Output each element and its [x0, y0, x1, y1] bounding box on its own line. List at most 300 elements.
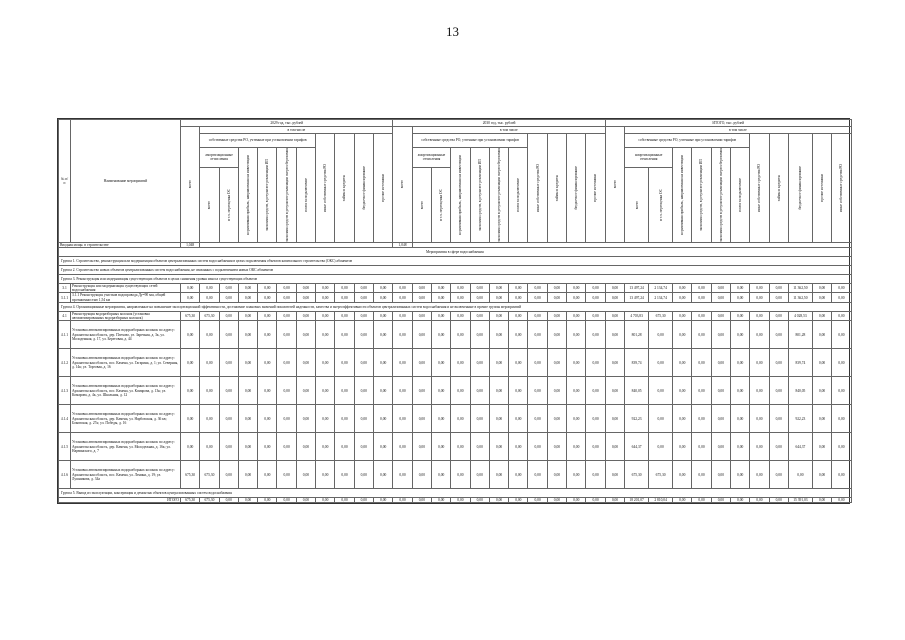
value-cell: 0,00: [296, 433, 315, 461]
value-cell: 0,00: [750, 377, 769, 405]
value-cell: 0,00: [219, 377, 238, 405]
value-cell: 0,00: [373, 349, 392, 377]
value-cell: 0,00: [649, 349, 673, 377]
value-cell: 0,00: [277, 293, 296, 302]
value-cell: 0,00: [832, 284, 851, 293]
value-cell: 922,23: [625, 405, 649, 433]
value-cell: 0,00: [219, 461, 238, 489]
header-amort-total-text: всего: [207, 200, 212, 209]
value-cell: 0,00: [181, 349, 200, 377]
total-value: 0,00: [509, 498, 528, 503]
value-cell: 0,00: [711, 349, 730, 377]
value-cell: 0,00: [832, 311, 851, 320]
value-cell: 0,00: [832, 461, 851, 489]
header-own-source: [711, 148, 730, 243]
header-amort-revaluation-text: в т.ч. переоценка ОС: [658, 188, 663, 221]
value-cell: 0,00: [296, 377, 315, 405]
header-source: [812, 134, 831, 243]
value-cell: 0,00: [769, 321, 788, 349]
total-row: [59, 498, 852, 503]
value-cell: 0,00: [711, 433, 730, 461]
value-cell: 0,00: [238, 405, 257, 433]
value-cell: 0,00: [692, 311, 711, 320]
value-cell: 0,00: [451, 377, 470, 405]
value-cell: 0,00: [586, 377, 605, 405]
header-own-funds: собственные средства РО, учтенные при установлении тарифов: [625, 134, 750, 148]
total-value: 0,00: [586, 498, 605, 503]
value-cell: 0,00: [451, 405, 470, 433]
value-cell: 0,00: [316, 405, 335, 433]
value-cell: 0,00: [258, 284, 277, 293]
group-4: [59, 302, 852, 311]
value-cell: 0,00: [711, 293, 730, 302]
header-source: [567, 134, 586, 243]
value-cell: 0,00: [649, 377, 673, 405]
value-cell: 0,00: [731, 433, 750, 461]
value-cell: 0,00: [605, 433, 624, 461]
value-cell: 0,00: [373, 311, 392, 320]
value-cell: 0,00: [750, 461, 769, 489]
value-cell: 0,00: [832, 293, 851, 302]
header-amort-revaluation-text: в т.ч. переоценка ОС: [439, 188, 444, 221]
value-cell: 0,00: [296, 349, 315, 377]
total-value: 0,00: [470, 498, 489, 503]
header-period: 2029 год, тыс. рублей: [181, 120, 393, 127]
total-value: 675,30: [181, 498, 200, 503]
value-cell: 0,00: [489, 349, 508, 377]
value-cell: 0,00: [181, 377, 200, 405]
header-num: № п/п: [59, 120, 71, 243]
total-label: ИТОГО: [59, 498, 181, 503]
value-cell: 675,30: [181, 311, 200, 320]
value-cell: 0,00: [605, 349, 624, 377]
row-4-1-4: [59, 405, 852, 433]
header-own-source-text: экономия средств, в результате реализации ИП: [265, 158, 270, 231]
value-cell: 0,00: [451, 284, 470, 293]
total-value: 0,00: [750, 498, 769, 503]
value-cell: 0,00: [812, 311, 831, 320]
header-own-source: [470, 148, 489, 243]
value-cell: 0,00: [354, 461, 373, 489]
value-cell: 0,00: [412, 433, 431, 461]
row-4-1-2-name: Установка автоматизированных водоразборных колонок по адресу: Архангельская область, пос. Камена, ул. Гагарина, д. 1; ул. Северная, д. 14к; ул. Торговая, д. 16: [71, 349, 181, 377]
value-cell: 0,00: [412, 321, 431, 349]
value-cell: 0,00: [373, 293, 392, 302]
value-cell: 0,00: [335, 349, 354, 377]
value-cell: 0,00: [412, 311, 431, 320]
header-source-text: иные собственные средства РО: [323, 163, 328, 212]
value-cell: 0,00: [509, 321, 528, 349]
value-cell: 0,00: [451, 321, 470, 349]
header-amort-revaluation: [649, 167, 673, 242]
row-4-1-3: [59, 377, 852, 405]
total-value: 0,00: [412, 498, 431, 503]
header-total-text: всего: [612, 180, 617, 189]
total-value: 0,00: [832, 498, 851, 503]
value-cell: 0,00: [219, 321, 238, 349]
value-cell: 0,00: [470, 377, 489, 405]
value-cell: 0,00: [258, 349, 277, 377]
header-own-source: [673, 148, 692, 243]
value-cell: 0,00: [200, 377, 219, 405]
value-cell: 0,00: [432, 377, 451, 405]
value-cell: 0,00: [586, 405, 605, 433]
row-4-1-1: [59, 321, 852, 349]
value-cell: 0,00: [258, 405, 277, 433]
value-cell: 0,00: [731, 349, 750, 377]
value-cell: 0,00: [567, 311, 586, 320]
total-value: 0,00: [277, 498, 296, 503]
value-cell: 0,00: [509, 405, 528, 433]
row-4-1-6-name: Установка автоматизированных водоразборных колонок по адресу: Архангельская область, пос. Камена, ул. Ленина, д. 19; ул. Лушникова, д. 34а: [71, 461, 181, 489]
value-cell: 0,00: [470, 461, 489, 489]
value-cell: 0,00: [470, 433, 489, 461]
value-cell: 0,00: [605, 293, 624, 302]
header-own-source-text: плата за подключение: [516, 178, 521, 212]
value-cell: 0,00: [692, 284, 711, 293]
total-value: 0,00: [692, 498, 711, 503]
value-cell: 0,00: [832, 377, 851, 405]
value-cell: 0,00: [528, 349, 547, 377]
value-cell: 0,00: [432, 349, 451, 377]
header-own-source: [692, 148, 711, 243]
value-cell: 0,00: [200, 321, 219, 349]
header-source-text: бюджетное финансирование: [361, 166, 366, 210]
value-cell: 0,00: [812, 321, 831, 349]
value-cell: 0,00: [673, 311, 692, 320]
value-cell: 0,00: [277, 284, 296, 293]
value-cell: 0,00: [277, 311, 296, 320]
header-own-source-text: экономия средств, в результате реализации ИП: [477, 158, 482, 231]
value-cell: 0,00: [489, 284, 508, 293]
value-cell: 0,00: [673, 377, 692, 405]
value-cell: 0,00: [692, 461, 711, 489]
value-cell: 644,37: [625, 433, 649, 461]
value-cell: 0,00: [412, 405, 431, 433]
value-cell: 0,00: [373, 461, 392, 489]
value-cell: 0,00: [769, 311, 788, 320]
header-amort-total: [200, 167, 219, 242]
value-cell: 0,00: [412, 293, 431, 302]
value-cell: 0,00: [316, 349, 335, 377]
value-cell: 0,00: [547, 377, 566, 405]
header-source-text: займы и кредиты: [342, 174, 347, 202]
value-cell: 0,00: [528, 284, 547, 293]
value-cell: 0,00: [509, 349, 528, 377]
header-source-text: прочие источники: [819, 174, 824, 202]
header-amort-revaluation: [219, 167, 238, 242]
row-4-1-5: [59, 433, 852, 461]
value-cell: 0,00: [692, 433, 711, 461]
value-cell: 0,00: [258, 433, 277, 461]
value-cell: 0,00: [649, 405, 673, 433]
value-cell: 0,00: [451, 461, 470, 489]
value-cell: 0,00: [393, 433, 412, 461]
total-value: 0,00: [528, 498, 547, 503]
value-cell: 0,00: [258, 377, 277, 405]
header-amort-revaluation: [432, 167, 451, 242]
header-own-funds: собственные средства РО, учтенные при установлении тарифов: [200, 134, 316, 148]
value-cell: 0,00: [181, 433, 200, 461]
value-cell: 0,00: [528, 311, 547, 320]
value-cell: 2 134,74: [649, 284, 673, 293]
header-source: [832, 134, 851, 243]
header-total-text: всего: [188, 180, 193, 189]
header-source-text: прочие источники: [381, 174, 386, 202]
value-cell: 0,00: [673, 284, 692, 293]
value-cell: 0,00: [451, 311, 470, 320]
row-4-1: [59, 311, 852, 320]
value-cell: 13 497,24: [625, 293, 649, 302]
value-cell: 0,00: [692, 377, 711, 405]
value-cell: 0,00: [711, 461, 730, 489]
value-cell: 0,00: [812, 284, 831, 293]
value-cell: 0,00: [489, 433, 508, 461]
total-value: 0,00: [335, 498, 354, 503]
value-cell: 0,00: [316, 321, 335, 349]
total-value: 18 201,07: [625, 498, 649, 503]
header-source: [528, 134, 547, 243]
value-cell: 0,00: [238, 349, 257, 377]
header-total: [393, 127, 412, 243]
header-amort-revaluation-text: в т.ч. переоценка ОС: [226, 188, 231, 221]
value-cell: 0,00: [470, 284, 489, 293]
value-cell: 0,00: [258, 461, 277, 489]
value-cell: 0,00: [567, 284, 586, 293]
group-5: [59, 489, 852, 498]
value-cell: 675,30: [649, 311, 673, 320]
value-cell: 0,00: [277, 377, 296, 405]
header-own-source: [489, 148, 508, 243]
value-cell: 0,00: [731, 293, 750, 302]
group-1-text: Группа 1. Строительство, реконструкция или модернизация объектов централизованных систем водоснабжения в целях подключения объектов капитального строительства (ОКС) абонентов: [59, 257, 852, 266]
value-cell: 0,00: [335, 321, 354, 349]
header-amort-total-text: всего: [634, 200, 639, 209]
value-cell: 0,00: [769, 433, 788, 461]
value-cell: 0,00: [769, 405, 788, 433]
value-cell: 0,00: [547, 284, 566, 293]
value-cell: 0,00: [412, 349, 431, 377]
value-cell: 0,00: [547, 461, 566, 489]
value-cell: 0,00: [528, 461, 547, 489]
value-cell: 0,00: [393, 349, 412, 377]
value-cell: 0,00: [812, 405, 831, 433]
value-cell: 0,00: [567, 461, 586, 489]
value-cell: 0,00: [731, 377, 750, 405]
total-value: 0,00: [354, 498, 373, 503]
value-cell: 0,00: [547, 321, 566, 349]
value-cell: 0,00: [373, 433, 392, 461]
value-cell: 0,00: [296, 321, 315, 349]
value-cell: 0,00: [489, 405, 508, 433]
header-own-source-text: плата за подключение: [738, 178, 743, 212]
value-cell: 0,00: [673, 321, 692, 349]
value-cell: 801,28: [625, 321, 649, 349]
value-cell: 0,00: [200, 405, 219, 433]
value-cell: 0,00: [489, 311, 508, 320]
value-cell: 2 134,74: [649, 293, 673, 302]
value-cell: 0,00: [769, 293, 788, 302]
value-cell: 0,00: [567, 433, 586, 461]
value-cell: 0,00: [277, 321, 296, 349]
header-source: [750, 134, 769, 243]
header-source-text: иные собственные средства РО: [757, 163, 762, 212]
value-cell: 0,00: [432, 405, 451, 433]
value-cell: 0,00: [200, 349, 219, 377]
total-value: 0,00: [769, 498, 788, 503]
header-source: [335, 134, 354, 243]
header-source-text: иные собственные средства РО: [839, 163, 844, 212]
value-cell: 0,00: [649, 321, 673, 349]
value-cell: 0,00: [238, 461, 257, 489]
value-cell: 0,00: [567, 293, 586, 302]
value-cell: 0,00: [200, 284, 219, 293]
header-own-source-text: экономия средств, в результате реализации ИП: [699, 158, 704, 231]
value-cell: 0,00: [432, 321, 451, 349]
value-cell: 0,00: [258, 311, 277, 320]
total-value: 0,00: [567, 498, 586, 503]
effect-value-1: 1,048: [181, 242, 200, 247]
value-cell: 0,00: [605, 321, 624, 349]
header-amort-total: [412, 167, 431, 242]
value-cell: 0,00: [586, 461, 605, 489]
value-cell: 0,00: [832, 433, 851, 461]
value-cell: 0,00: [181, 405, 200, 433]
value-cell: 0,00: [219, 284, 238, 293]
value-cell: 0,00: [412, 461, 431, 489]
value-cell: 0,00: [586, 284, 605, 293]
value-cell: 0,00: [393, 377, 412, 405]
row-4-1-5-name: Установка автоматизированных водоразборных колонок по адресу: Архангельская область, дер. Камена, ул. Молодежная, д. 16к; ул. Нарвинского, д. 7: [71, 433, 181, 461]
value-cell: 0,00: [219, 349, 238, 377]
value-cell: 0,00: [567, 377, 586, 405]
value-cell: 0,00: [373, 377, 392, 405]
total-value: 0,00: [219, 498, 238, 503]
value-cell: 0,00: [750, 284, 769, 293]
value-cell: 0,00: [711, 377, 730, 405]
header-source-text: прочие источники: [593, 174, 598, 202]
value-cell: 0,00: [547, 349, 566, 377]
total-value: 0,00: [316, 498, 335, 503]
header-period: ИТОГО, тыс. рублей: [605, 120, 851, 127]
row-4-1-name: Реконструкция водоразборных колонок (установка автоматизированных водоразборных колонок): [71, 311, 181, 320]
value-cell: 0,00: [373, 321, 392, 349]
group-3-text: Группа 3. Реконструкция или модернизация существующих объектов в целях снижения уровня износа существующих объектов: [59, 275, 852, 284]
value-cell: 0,00: [711, 311, 730, 320]
total-value: 0,00: [489, 498, 508, 503]
total-value: 0,00: [731, 498, 750, 503]
value-cell: 0,00: [393, 321, 412, 349]
value-cell: 0,00: [432, 433, 451, 461]
value-cell: 0,00: [731, 461, 750, 489]
header-own-source: [296, 148, 315, 243]
total-value: 0,00: [373, 498, 392, 503]
value-cell: 0,00: [393, 461, 412, 489]
header-source: [769, 134, 788, 243]
value-cell: 0,00: [750, 311, 769, 320]
row-4-1-num: 4.1: [59, 311, 71, 320]
row-4-1-4-name: Установка автоматизированных водоразборных колонок по адресу: Архангельская область, дер. Камена, ул. Нарбовская, д. 36 кв; Боковская, д. 27к; ул. Победы, д. 16: [71, 405, 181, 433]
value-cell: 0,00: [470, 405, 489, 433]
value-cell: 0,00: [812, 293, 831, 302]
row-4-1-2-num: 4.1.2: [59, 349, 71, 377]
value-cell: 0,00: [335, 377, 354, 405]
total-value: 0,00: [451, 498, 470, 503]
header-source-text: иные собственные средства РО: [535, 163, 540, 212]
value-cell: 675,30: [649, 461, 673, 489]
value-cell: 0,00: [547, 311, 566, 320]
value-cell: 0,00: [586, 433, 605, 461]
value-cell: 4 703,83: [625, 311, 649, 320]
row-4-1-3-name: Установка автоматизированных водоразборных колонок по адресу: Архангельская область, пос. Камена, ул. Комарова, д. 13к; ул. Комарова, д. 4к, ул. Школьная, д. 12: [71, 377, 181, 405]
row-4-1-4-num: 4.1.4: [59, 405, 71, 433]
value-cell: 0,00: [769, 284, 788, 293]
value-cell: 0,00: [219, 433, 238, 461]
header-source: [316, 134, 335, 243]
value-cell: 11 362,50: [788, 293, 812, 302]
header-total: [181, 127, 200, 243]
value-cell: 0,00: [812, 461, 831, 489]
value-cell: 0,00: [692, 349, 711, 377]
value-cell: 0,00: [432, 284, 451, 293]
value-cell: 675,30: [181, 461, 200, 489]
header-own-source: [258, 148, 277, 243]
investment-table: [57, 118, 850, 504]
effect-value-2: 1,048: [393, 242, 412, 247]
group-5-text: Группа 5. Вывод из эксплуатации, консервация и демонтаж объектов централизованных систем водоснабжения: [59, 489, 852, 498]
header-own-source-text: экономия средств в результате реализации энергосбережения: [718, 148, 723, 242]
header-own-funds: собственные средства РО, учтенные при установлении тарифов: [412, 134, 528, 148]
value-cell: 0,00: [731, 321, 750, 349]
value-cell: 0,00: [769, 377, 788, 405]
value-cell: 0,00: [832, 405, 851, 433]
value-cell: 0,00: [296, 284, 315, 293]
header-source-text: бюджетное финансирование: [574, 166, 579, 210]
header-source: [373, 134, 392, 243]
total-value: 675,30: [200, 498, 219, 503]
total-value: 0,00: [432, 498, 451, 503]
page-number: 13: [446, 24, 459, 39]
header-own-source-text: нормативная прибыль, направленная на инвестиции: [680, 154, 685, 235]
total-value: 0,00: [393, 498, 412, 503]
header-source-text: займы и кредиты: [776, 174, 781, 202]
value-cell: 0,00: [509, 433, 528, 461]
value-cell: 0,00: [788, 461, 812, 489]
row-4-1-1-name: Установка автоматизированных водоразборных колонок по адресу: Архангельская область, дер. Плехово, ул. Заречная, д. 3к, ул. Молодежная, д. 17, ул. Береговая, д. 44: [71, 321, 181, 349]
value-cell: 0,00: [832, 321, 851, 349]
header-source: [354, 134, 373, 243]
header-amort-total-text: всего: [419, 200, 424, 209]
value-cell: 0,00: [277, 461, 296, 489]
header-own-source: [238, 148, 257, 243]
value-cell: 0,00: [547, 433, 566, 461]
total-value: 15 391,03: [788, 498, 812, 503]
value-cell: 922,23: [788, 405, 812, 433]
value-cell: 0,00: [432, 311, 451, 320]
value-cell: 0,00: [354, 433, 373, 461]
value-cell: 0,00: [586, 311, 605, 320]
value-cell: 0,00: [412, 284, 431, 293]
value-cell: 0,00: [354, 377, 373, 405]
value-cell: 0,00: [673, 405, 692, 433]
value-cell: 0,00: [373, 284, 392, 293]
value-cell: 0,00: [750, 293, 769, 302]
value-cell: 644,37: [788, 433, 812, 461]
value-cell: 0,00: [296, 405, 315, 433]
value-cell: 0,00: [393, 405, 412, 433]
row-3-1-1-num: 3.1.1: [59, 293, 71, 302]
header-own-source: [509, 148, 528, 243]
